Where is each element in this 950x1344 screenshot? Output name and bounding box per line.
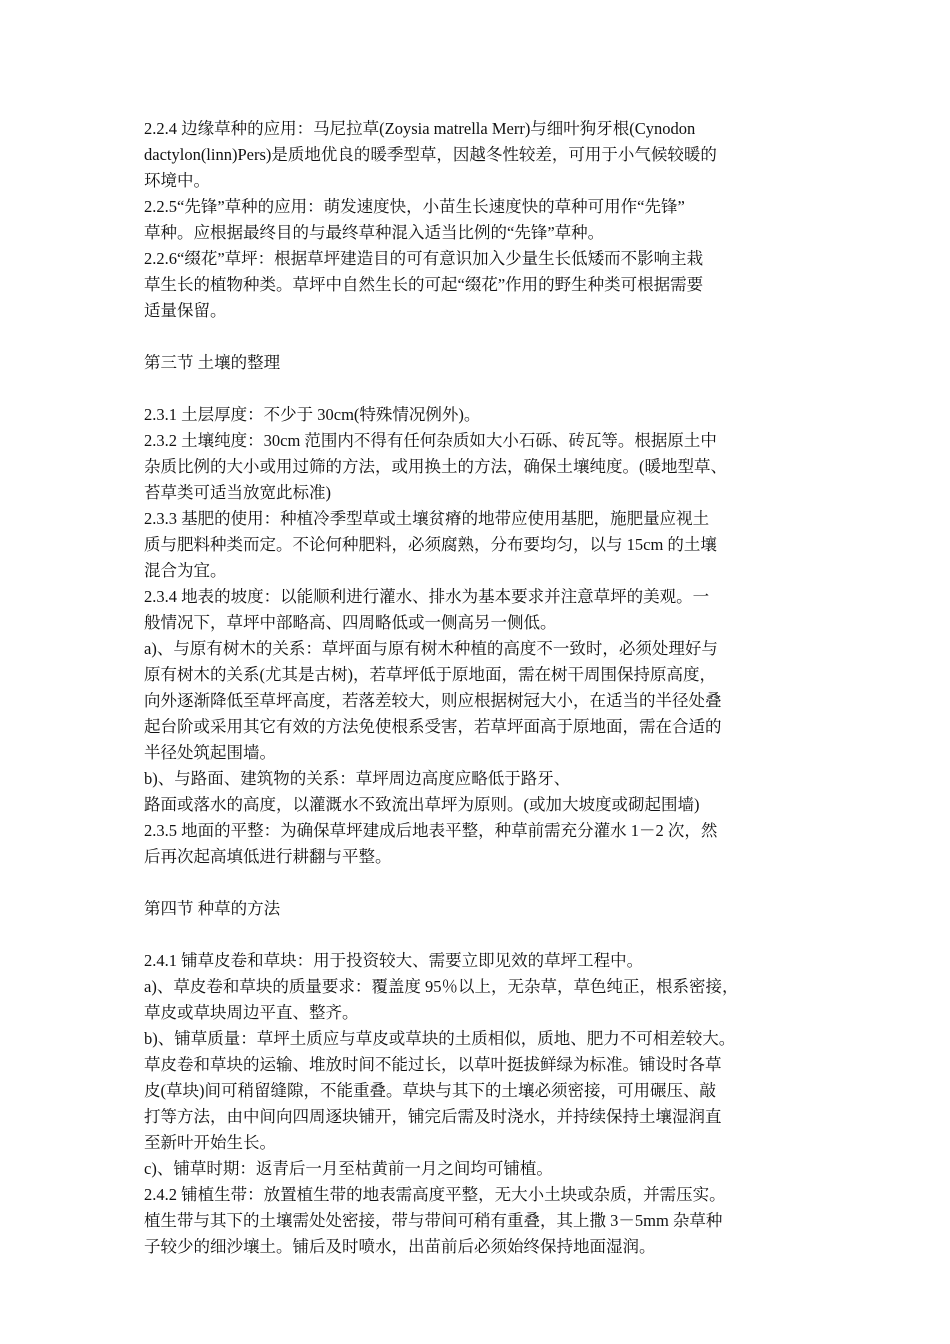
text-line: 2.3.5 地面的平整：为确保草坪建成后地表平整，种草前需充分灌水 1－2 次，然 — [144, 821, 718, 840]
paragraph — [144, 246, 808, 324]
section-spacer — [144, 324, 808, 350]
text-line: 杂质比例的大小或用过筛的方法，或用换土的方法，确保土壤纯度。(暖地型草、 — [144, 457, 727, 476]
paragraph — [144, 766, 808, 818]
paragraph — [144, 948, 808, 974]
heading-spacer — [144, 376, 808, 402]
paragraph — [144, 818, 808, 870]
text-line: 2.3.3 基肥的使用：种植冷季型草或土壤贫瘠的地带应使用基肥，施肥量应视土 — [144, 509, 710, 528]
paragraph — [144, 506, 808, 584]
text-line: 草种。应根据最终目的与最终草种混入适当比例的“先锋”草种。 — [144, 223, 605, 242]
text-line: 2.3.4 地表的坡度：以能顺利进行灌水、排水为基本要求并注意草坪的美观。一 — [144, 587, 710, 606]
text-line: 草生长的植物种类。草坪中自然生长的可起“缀花”作用的野生种类可根据需要 — [144, 275, 704, 294]
text-line: a)、草皮卷和草块的质量要求：覆盖度 95％以上，无杂草，草色纯正，根系密接， — [144, 977, 739, 996]
text-line: 向外逐渐降低至草坪高度，若落差较大，则应根据树冠大小，在适当的半径处叠 — [144, 691, 722, 710]
document-page — [144, 116, 808, 1260]
text-line: 2.4.1 铺草皮卷和草块：用于投资较大、需要立即见效的草坪工程中。 — [144, 951, 644, 970]
text-line: 2.4.2 铺植生带：放置植生带的地表需高度平整，无大小土块或杂质，并需压实。 — [144, 1185, 726, 1204]
text-line: 2.3.2 土壤纯度：30cm 范围内不得有任何杂质如大小石砾、砖瓦等。根据原土中 — [144, 431, 717, 450]
text-line: b)、铺草质量：草坪土质应与草皮或草块的土质相似，质地、肥力不可相差较大。 — [144, 1029, 736, 1048]
paragraph — [144, 116, 808, 194]
text-line: 2.2.6“缀花”草坪：根据草坪建造目的可有意识加入少量生长低矮而不影响主栽 — [144, 249, 704, 268]
paragraph — [144, 584, 808, 636]
text-line: 后再次起高填低进行耕翻与平整。 — [144, 847, 392, 866]
text-line: 至新叶开始生长。 — [144, 1133, 276, 1152]
text-line: c)、铺草时期：返青后一月至枯黄前一月之间均可铺植。 — [144, 1159, 553, 1178]
heading-spacer — [144, 922, 808, 948]
section-spacer — [144, 870, 808, 896]
text-line: 起台阶或采用其它有效的方法免使根系受害，若草坪面高于原地面，需在合适的 — [144, 717, 722, 736]
text-line: 混合为宜。 — [144, 561, 227, 580]
text-line: dactylon(linn)Pers)是质地优良的暖季型草，因越冬性较差，可用于小气候较暖的 — [144, 145, 717, 164]
text-line: 半径处筑起围墙。 — [144, 743, 276, 762]
text-line: 子较少的细沙壤土。铺后及时喷水，出苗前后必须始终保持地面湿润。 — [144, 1237, 656, 1256]
text-line: 路面或落水的高度，以灌溉水不致流出草坪为原则。(或加大坡度或砌起围墙) — [144, 795, 700, 814]
text-line: 草皮或草块周边平直、整齐。 — [144, 1003, 359, 1022]
text-line: b)、与路面、建筑物的关系：草坪周边高度应略低于路牙、 — [144, 769, 571, 788]
paragraph — [144, 1182, 808, 1260]
section-heading: 第三节 土壤的整理 — [144, 353, 281, 372]
text-line: 2.2.5“先锋”草种的应用：萌发速度快，小苗生长速度快的草种可用作“先锋” — [144, 197, 685, 216]
text-line: 皮(草块)间可稍留缝隙，不能重叠。草块与其下的土壤必须密接，可用碾压、敲 — [144, 1081, 716, 1100]
text-line: a)、与原有树木的关系：草坪面与原有树木种植的高度不一致时，必须处理好与 — [144, 639, 718, 658]
text-line: 适量保留。 — [144, 301, 227, 320]
paragraph — [144, 636, 808, 766]
paragraph — [144, 1026, 808, 1156]
text-line: 打等方法，由中间向四周逐块铺开，铺完后需及时浇水，并持续保持土壤湿润直 — [144, 1107, 722, 1126]
text-line: 2.3.1 土层厚度：不少于 30cm(特殊情况例外)。 — [144, 405, 481, 424]
paragraph — [144, 974, 808, 1026]
text-line: 草皮卷和草块的运输、堆放时间不能过长，以草叶挺拔鲜绿为标准。铺设时各草 — [144, 1055, 722, 1074]
paragraph — [144, 428, 808, 506]
text-line: 质与肥料种类而定。不论何种肥料，必须腐熟，分布要均匀，以与 15cm 的土壤 — [144, 535, 717, 554]
text-line: 苔草类可适当放宽此标准) — [144, 483, 331, 502]
text-line: 原有树木的关系(尤其是古树)，若草坪低于原地面，需在树干周围保持原高度， — [144, 665, 716, 684]
text-line: 植生带与其下的土壤需处处密接，带与带间可稍有重叠，其上撒 3－5mm 杂草种 — [144, 1211, 723, 1230]
text-line: 般情况下，草坪中部略高、四周略低或一侧高另一侧低。 — [144, 613, 557, 632]
section-heading: 第四节 种草的方法 — [144, 899, 281, 918]
paragraph — [144, 1156, 808, 1182]
text-line: 环境中。 — [144, 171, 210, 190]
paragraph — [144, 194, 808, 246]
text-line: 2.2.4 边缘草种的应用：马尼拉草(Zoysia matrella Merr)与细叶狗牙根(Cynodon — [144, 119, 696, 138]
paragraph — [144, 402, 808, 428]
